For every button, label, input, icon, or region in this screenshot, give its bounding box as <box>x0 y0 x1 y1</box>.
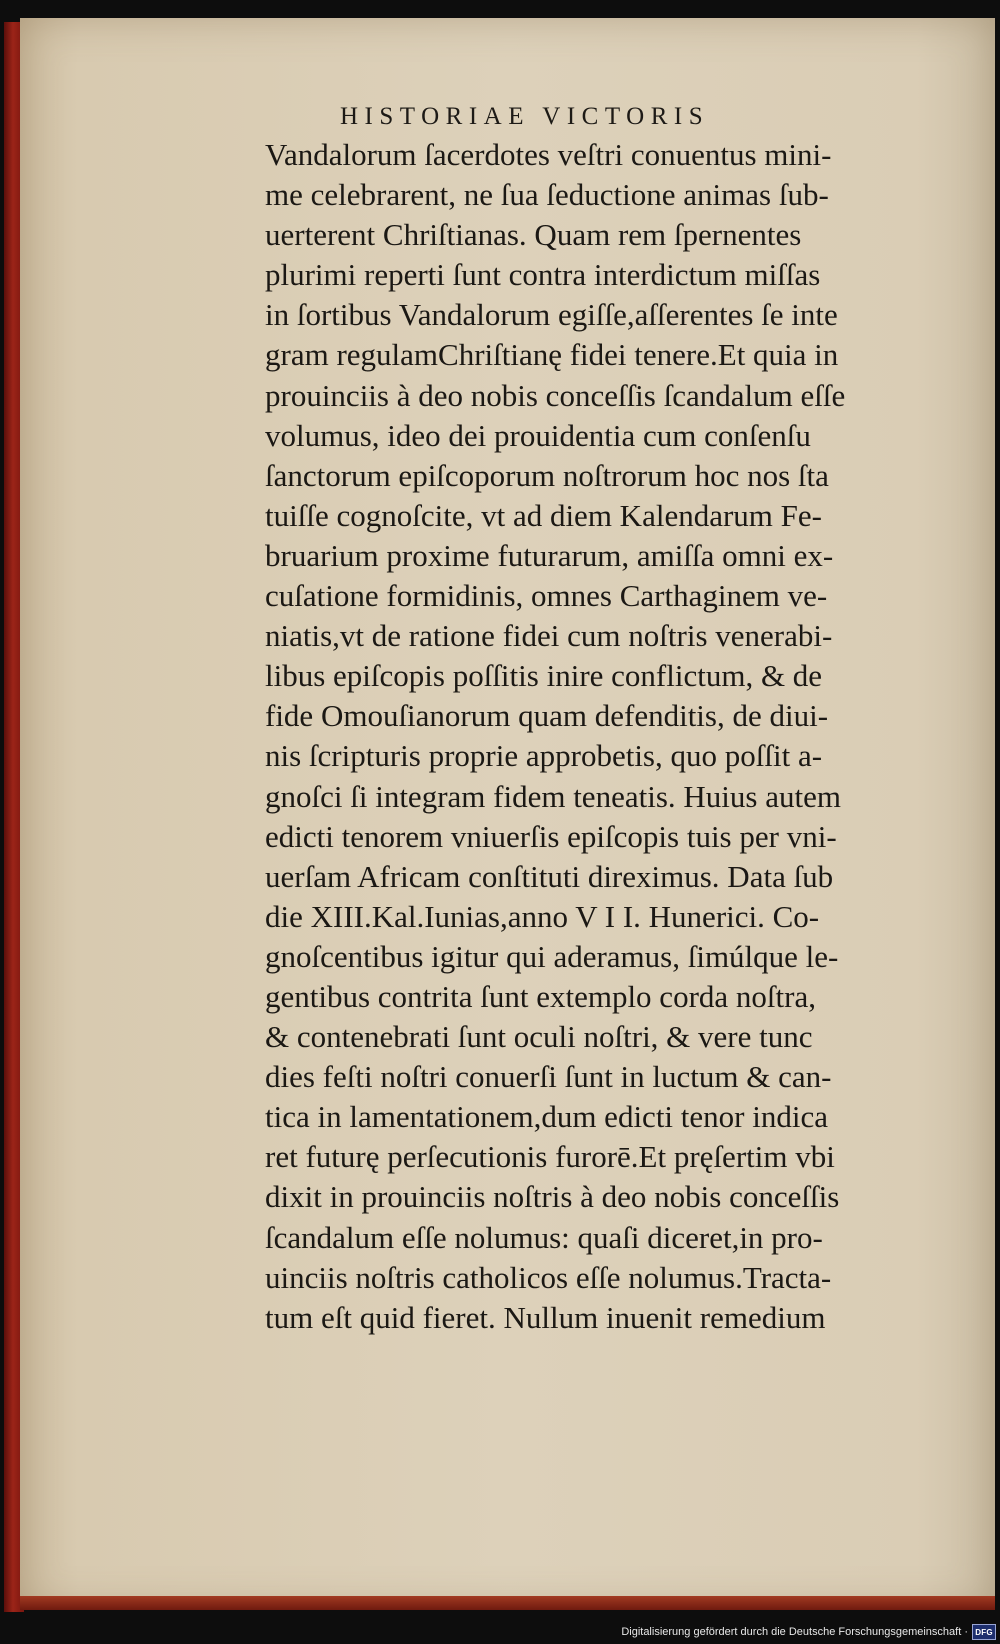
text-line: tum eſt quid fieret. Nullum inuenit remedium <box>265 1299 826 1335</box>
text-line: & contenebrati ſunt oculi noſtri, & vere tunc <box>265 1019 813 1055</box>
text-line: ſanctorum epiſcoporum noſtrorum hoc nos ſta <box>265 457 829 493</box>
text-line: plurimi reperti ſunt contra interdictum miſſas <box>265 257 821 293</box>
text-line: ret futurę perſecutionis furorē.Et pręſertim vbi <box>265 1139 835 1175</box>
text-line: Vandalorum ſacerdotes veſtri conuentus mini- <box>265 137 832 172</box>
text-line: cuſatione formidinis, omnes Carthaginem ve- <box>265 578 828 614</box>
text-line: tuiſſe cognoſcite, vt ad diem Kalendarum Fe- <box>265 497 822 533</box>
page-bottom-edge <box>20 1596 995 1610</box>
text-line: volumus, ideo dei prouidentia cum conſenſu <box>265 417 811 453</box>
text-line: nis ſcripturis proprie approbetis, quo poſſit a- <box>265 738 823 774</box>
text-line: gnoſci ſi integram fidem teneatis. Huius autem <box>265 778 841 814</box>
body-text <box>265 135 945 1338</box>
text-line: dixit in prouinciis noſtris à deo nobis conceſſis <box>265 1179 840 1215</box>
text-line: niatis,vt de ratione fidei cum noſtris venerabi- <box>265 618 833 654</box>
text-line: prouinciis à deo nobis conceſſis ſcandalum eſſe <box>265 377 846 413</box>
text-line: gnoſcentibus igitur qui aderamus, ſimúlque le- <box>265 938 839 974</box>
text-line: tica in lamentationem,dum edicti tenor indica <box>265 1099 828 1135</box>
text-line: ſcandalum eſſe nolumus: quaſi diceret,in pro- <box>265 1219 823 1255</box>
text-line: libus epiſcopis poſſitis inire conflictum, & de <box>265 658 823 694</box>
text-line: me celebrarent, ne ſua ſeductione animas ſub- <box>265 177 829 213</box>
text-line: bruarium proxime futurarum, amiſſa omni ex- <box>265 537 834 573</box>
running-head: HISTORIAE VICTORIS <box>340 103 710 130</box>
text-line: edicti tenorem vniuerſis epiſcopis tuis per vni- <box>265 818 837 854</box>
text-line: gram regulamChriſtianę fidei tenere.Et quia in <box>265 337 839 373</box>
text-line: die XIII.Kal.Iunias,anno V I I. Hunerici. Co- <box>265 898 820 934</box>
text-line: dies feſti noſtri conuerſi ſunt in luctum & can- <box>265 1059 832 1095</box>
funding-credit: Digitalisierung gefördert durch die Deutsche Forschungsgemeinschaft · <box>621 1626 968 1638</box>
text-line: gentibus contrita ſunt extemplo corda noſtra, <box>265 978 816 1014</box>
dfg-logo: DFG <box>972 1624 996 1640</box>
text-line: in ſortibus Vandalorum egiſſe,aſſerentes ſe inte <box>265 297 838 333</box>
text-line: uinciis noſtris catholicos eſſe nolumus.Tracta- <box>265 1259 832 1295</box>
text-line: uerterent Chriſtianas. Quam rem ſpernentes <box>265 217 802 253</box>
funding-footer <box>621 1622 996 1642</box>
text-line: uerſam Africam conſtituti direximus. Data ſub <box>265 858 834 894</box>
text-line: fide Omouſianorum quam defenditis, de diui- <box>265 698 829 734</box>
